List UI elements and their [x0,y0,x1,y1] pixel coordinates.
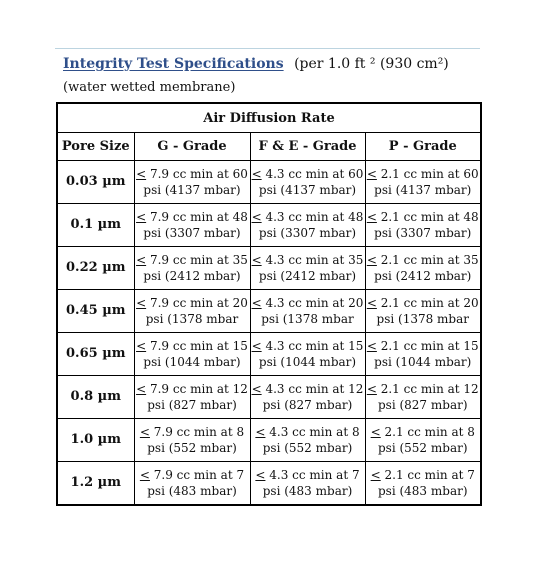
rate-text: 4.3 cc min at 15 [265,339,364,353]
g-grade-cell [134,376,250,419]
pressure-line: psi (3307 mbar) [374,226,472,240]
less-than-or-equal-symbol: < [251,167,262,181]
less-than-or-equal-symbol: < [251,253,262,267]
rate-text: 2.1 cc min at 60 [380,167,479,181]
fe-grade-cell [250,419,365,462]
fe-grade-cell [250,333,365,376]
rate-line [366,209,481,225]
rate-line [135,252,250,268]
rate-line [366,295,481,311]
less-than-or-equal-symbol: < [136,210,147,224]
rate-text: 2.1 cc min at 15 [380,339,479,353]
less-than-or-equal-symbol: < [366,382,377,396]
rate-line [251,424,365,440]
rate-text: 4.3 cc min at 48 [265,210,364,224]
rate-text: 4.3 cc min at 12 [265,382,364,396]
rate-line [366,338,481,354]
fe-grade-cell [250,462,365,506]
rate-text: 7.9 cc min at 20 [149,296,248,310]
rate-line [135,381,250,397]
pore-size-cell: 1.0 µm [57,419,134,462]
less-than-or-equal-symbol: < [139,468,150,482]
table-row [57,376,481,419]
rate-line [251,381,365,397]
document-title: Integrity Test Specifications [63,56,284,72]
rate-line [251,295,365,311]
pressure-line: psi (483 mbar) [377,484,468,498]
table-header-row [57,133,481,161]
less-than-or-equal-symbol: < [370,468,381,482]
column-header-pore-size: Pore Size [57,133,134,161]
pressure-line: psi (4137 mbar) [374,183,472,197]
less-than-or-equal-symbol: < [136,296,147,310]
pressure-line: psi (827 mbar) [147,398,237,412]
less-than-or-equal-symbol: < [370,425,381,439]
rate-line [366,166,481,182]
pressure-line: psi (4137 mbar) [143,183,241,197]
less-than-or-equal-symbol: < [255,425,266,439]
pressure-line: psi (552 mbar) [262,441,353,455]
document-subtitle: (water wetted membrane) [63,80,236,95]
pressure-line: psi (2412 mbar) [374,269,472,283]
fe-grade-cell [250,290,365,333]
g-grade-cell [134,290,250,333]
column-header-p-grade: P - Grade [365,133,481,161]
p-grade-cell [365,247,481,290]
rate-text: 4.3 cc min at 8 [269,425,360,439]
rate-line [366,467,481,483]
pore-size-cell: 1.2 µm [57,462,134,506]
pressure-line: psi (483 mbar) [262,484,353,498]
rate-line [366,424,481,440]
less-than-or-equal-symbol: < [366,167,377,181]
rate-text: 7.9 cc min at 8 [153,425,245,439]
table-row [57,333,481,376]
p-grade-cell [365,376,481,419]
pressure-line: psi (1378 mbar [145,312,239,326]
rate-text: 4.3 cc min at 20 [265,296,364,310]
rate-line [251,252,365,268]
column-header-fe-grade: F & E - Grade [250,133,365,161]
table-banner-row [57,103,481,133]
spec-table [56,102,482,506]
pressure-line: psi (4137 mbar) [258,183,357,197]
fe-grade-cell [250,204,365,247]
rate-text: 4.3 cc min at 35 [265,253,364,267]
column-header-g-grade: G - Grade [134,133,250,161]
rate-line [135,209,250,225]
rate-text: 2.1 cc min at 8 [384,425,475,439]
rate-line [135,166,250,182]
table-row [57,204,481,247]
pressure-line: psi (1044 mbar) [258,355,357,369]
rate-text: 7.9 cc min at 7 [153,468,245,482]
p-grade-cell [365,161,481,204]
rate-text: 7.9 cc min at 48 [149,210,248,224]
rate-text: 2.1 cc min at 35 [380,253,479,267]
less-than-or-equal-symbol: < [136,167,147,181]
pressure-line: psi (1378 mbar [261,312,354,326]
g-grade-cell [134,462,250,506]
g-grade-cell [134,204,250,247]
rate-text: 4.3 cc min at 60 [265,167,364,181]
less-than-or-equal-symbol: < [251,296,262,310]
rate-text: 7.9 cc min at 15 [149,339,248,353]
rate-line [251,209,365,225]
table-row [57,247,481,290]
pressure-line: psi (3307 mbar) [143,226,241,240]
rate-text: 7.9 cc min at 60 [149,167,248,181]
rate-line [251,166,365,182]
p-grade-cell [365,290,481,333]
rate-text: 7.9 cc min at 12 [149,382,248,396]
rate-text: 2.1 cc min at 20 [380,296,479,310]
table-row [57,290,481,333]
rate-line [366,381,481,397]
pressure-line: psi (552 mbar) [377,441,468,455]
pore-size-cell: 0.03 µm [57,161,134,204]
fe-grade-cell [250,376,365,419]
pore-size-cell: 0.1 µm [57,204,134,247]
pore-size-cell: 0.45 µm [57,290,134,333]
p-grade-cell [365,462,481,506]
p-grade-cell [365,204,481,247]
table-row [57,462,481,506]
pressure-line: psi (1378 mbar [376,312,469,326]
fe-grade-cell [250,161,365,204]
less-than-or-equal-symbol: < [136,339,147,353]
rate-line [366,252,481,268]
pore-size-cell: 0.65 µm [57,333,134,376]
rate-line [251,338,365,354]
pore-size-cell: 0.8 µm [57,376,134,419]
pressure-line: psi (827 mbar) [262,398,353,412]
document-scope: (per 1.0 ft ² (930 cm²) [294,56,449,72]
less-than-or-equal-symbol: < [136,382,147,396]
pressure-line: psi (1044 mbar) [374,355,472,369]
g-grade-cell [134,333,250,376]
rate-line [251,467,365,483]
rate-line [135,424,250,440]
pressure-line: psi (827 mbar) [377,398,468,412]
document-heading [63,56,449,72]
rate-text: 2.1 cc min at 12 [380,382,479,396]
pressure-line: psi (2412 mbar) [258,269,357,283]
less-than-or-equal-symbol: < [366,210,377,224]
rate-text: 7.9 cc min at 35 [149,253,248,267]
less-than-or-equal-symbol: < [251,382,262,396]
rate-line [135,467,250,483]
rate-text: 4.3 cc min at 7 [269,468,360,482]
pressure-line: psi (3307 mbar) [258,226,357,240]
pore-size-cell: 0.22 µm [57,247,134,290]
p-grade-cell [365,419,481,462]
less-than-or-equal-symbol: < [366,339,377,353]
table-body [57,161,481,506]
g-grade-cell [134,247,250,290]
rate-text: 2.1 cc min at 7 [384,468,475,482]
rate-line [135,338,250,354]
p-grade-cell [365,333,481,376]
less-than-or-equal-symbol: < [139,425,150,439]
g-grade-cell [134,161,250,204]
less-than-or-equal-symbol: < [366,253,377,267]
pressure-line: psi (483 mbar) [147,484,237,498]
rate-text: 2.1 cc min at 48 [380,210,479,224]
pressure-line: psi (2412 mbar) [143,269,241,283]
pressure-line: psi (552 mbar) [147,441,237,455]
g-grade-cell [134,419,250,462]
table-row [57,161,481,204]
less-than-or-equal-symbol: < [136,253,147,267]
pressure-line: psi (1044 mbar) [143,355,241,369]
fe-grade-cell [250,247,365,290]
table-banner: Air Diffusion Rate [57,103,481,133]
rate-line [135,295,250,311]
less-than-or-equal-symbol: < [251,210,262,224]
less-than-or-equal-symbol: < [251,339,262,353]
less-than-or-equal-symbol: < [255,468,266,482]
table-row [57,419,481,462]
top-divider [55,48,480,49]
less-than-or-equal-symbol: < [366,296,377,310]
